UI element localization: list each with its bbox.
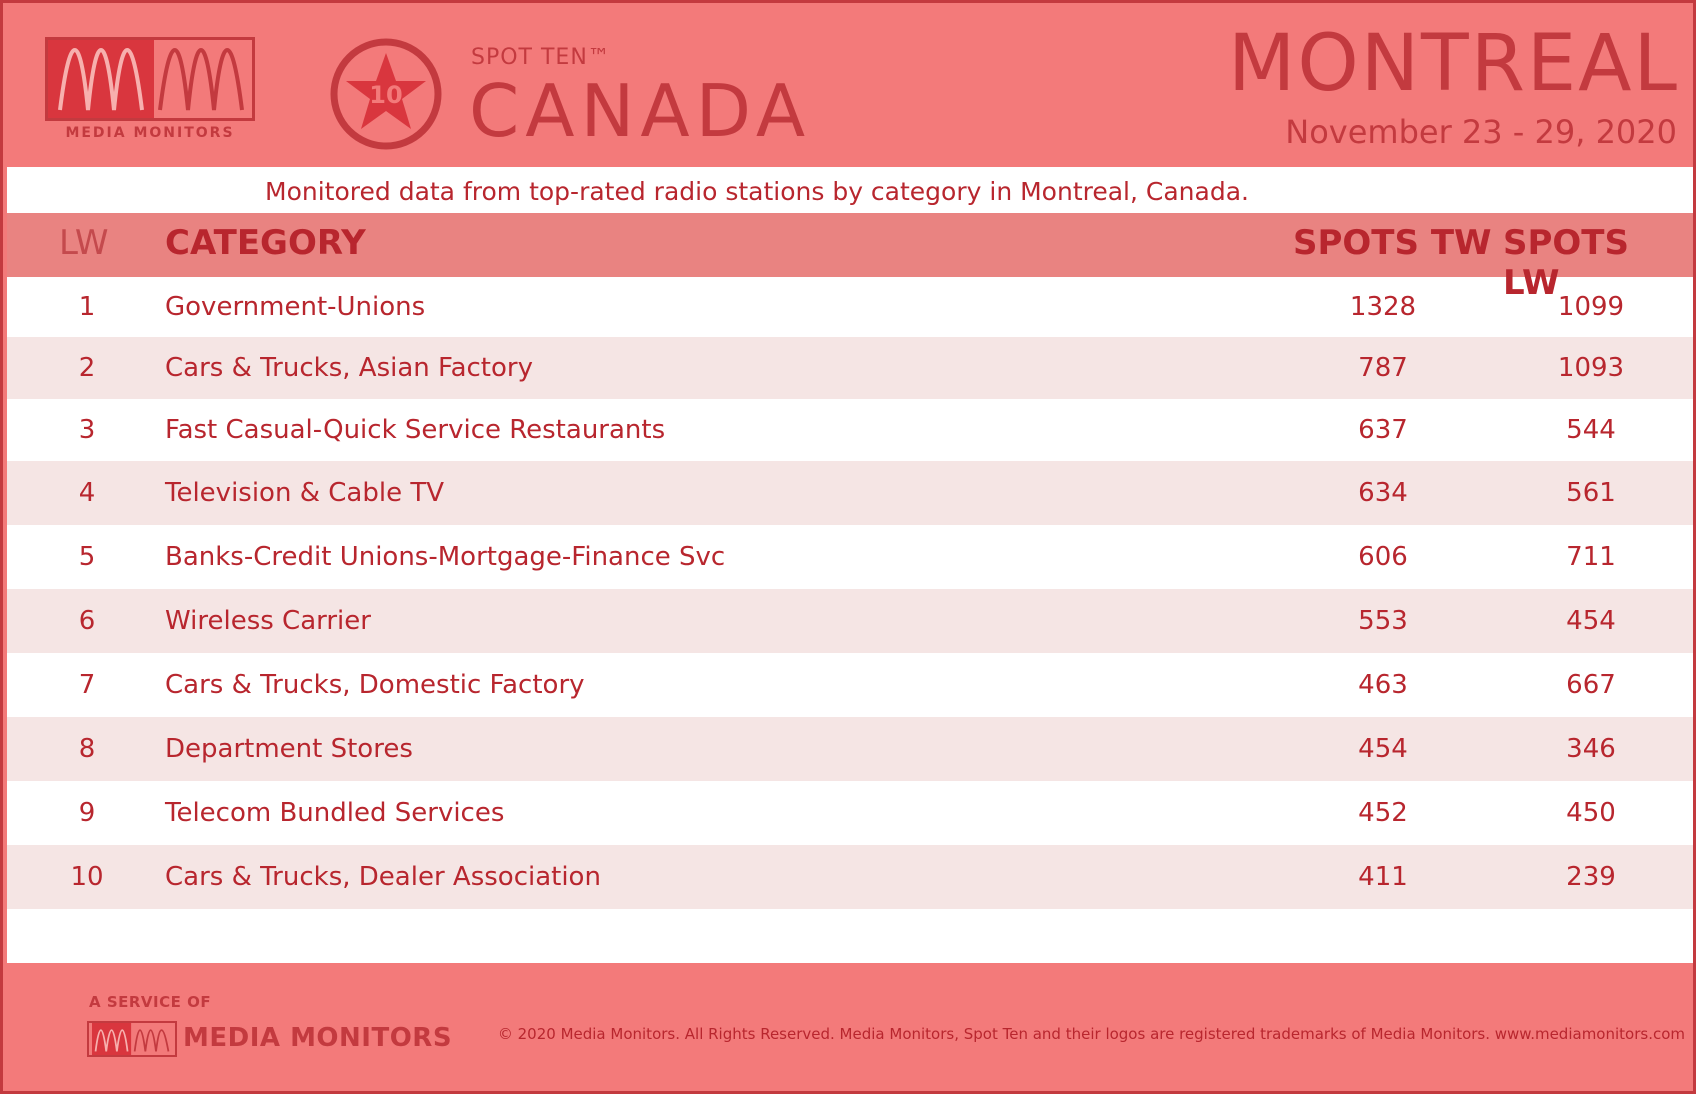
table-row: [7, 277, 1693, 337]
row-spots-lw: 1099: [1557, 292, 1625, 322]
row-rank: 1: [78, 292, 96, 322]
row-category: Government-Unions: [165, 292, 426, 322]
row-rank: 4: [78, 478, 96, 508]
row-spots-tw: 634: [1358, 478, 1408, 508]
table-row: [7, 781, 1693, 845]
table-row: [7, 461, 1693, 525]
row-spots-lw: 711: [1566, 542, 1616, 572]
row-spots-tw: 553: [1358, 606, 1408, 636]
copyright-notice: © 2020 Media Monitors. All Rights Reserved. Media Monitors, Spot Ten and their logos are registered trademarks of Media Monitors. www.mediamonitors.com: [497, 1025, 1685, 1043]
mm-logo-text: MEDIA MONITORS: [65, 125, 235, 141]
table-row: [7, 653, 1693, 717]
column-header-spots-tw: SPOTS TW: [1293, 223, 1492, 263]
row-category: Cars & Trucks, Domestic Factory: [165, 670, 585, 700]
row-spots-lw: 561: [1566, 478, 1616, 508]
row-spots-tw: 454: [1358, 734, 1408, 764]
mm-logo-box: [45, 37, 255, 121]
row-category: Television & Cable TV: [165, 478, 444, 508]
spot-ten-star-icon: [329, 37, 443, 151]
table-row: [7, 717, 1693, 781]
footer: [3, 965, 1693, 1093]
table-row: [7, 337, 1693, 399]
table-header: [7, 213, 1693, 303]
market-title: MONTREAL: [1228, 19, 1679, 109]
row-spots-tw: 1328: [1349, 292, 1417, 322]
row-category: Fast Casual-Quick Service Restaurants: [165, 415, 666, 445]
content-panel: [7, 167, 1693, 963]
row-spots-lw: 239: [1566, 862, 1616, 892]
row-rank: 10: [70, 862, 104, 892]
table-row: [7, 399, 1693, 461]
row-rank: 3: [78, 415, 96, 445]
country-title: CANADA: [469, 69, 812, 153]
row-spots-tw: 787: [1358, 353, 1408, 383]
row-category: Department Stores: [165, 734, 413, 764]
row-spots-tw: 606: [1358, 542, 1408, 572]
row-category: Banks-Credit Unions-Mortgage-Finance Svc: [165, 542, 726, 572]
service-of-label: A SERVICE OF: [89, 993, 212, 1011]
table-row: [7, 589, 1693, 653]
footer-brand: MEDIA MONITORS: [183, 1023, 453, 1053]
waveform-icon: [48, 40, 252, 118]
row-rank: 9: [78, 798, 96, 828]
subtitle: Monitored data from top-rated radio stations by category in Montreal, Canada.: [265, 177, 1249, 206]
row-spots-tw: 463: [1358, 670, 1408, 700]
column-header-lw: LW: [59, 223, 109, 263]
row-spots-tw: 411: [1358, 862, 1408, 892]
table-row: [7, 525, 1693, 589]
table-row: [7, 845, 1693, 909]
badge-number: 10: [369, 81, 403, 109]
row-spots-lw: 346: [1566, 734, 1616, 764]
row-spots-lw: 544: [1566, 415, 1616, 445]
row-spots-tw: 452: [1358, 798, 1408, 828]
row-category: Telecom Bundled Services: [165, 798, 505, 828]
date-range: November 23 - 29, 2020: [1285, 113, 1677, 151]
row-spots-tw: 637: [1358, 415, 1408, 445]
row-rank: 6: [78, 606, 96, 636]
row-rank: 5: [78, 542, 96, 572]
spot-ten-label: SPOT TEN™: [471, 45, 611, 70]
row-category: Wireless Carrier: [165, 606, 371, 636]
row-category: Cars & Trucks, Dealer Association: [165, 862, 601, 892]
header: [3, 3, 1693, 167]
footer-waveform-icon: [87, 1021, 177, 1057]
media-monitors-logo: [45, 37, 255, 145]
row-category: Cars & Trucks, Asian Factory: [165, 353, 533, 383]
table-body: [7, 277, 1693, 909]
row-rank: 7: [78, 670, 96, 700]
row-rank: 8: [78, 734, 96, 764]
row-spots-lw: 667: [1566, 670, 1616, 700]
column-header-category: CATEGORY: [165, 223, 366, 263]
row-rank: 2: [78, 353, 96, 383]
row-spots-lw: 450: [1566, 798, 1616, 828]
row-spots-lw: 1093: [1557, 353, 1625, 383]
column-header-spots-lw: SPOTS LW: [1503, 223, 1629, 303]
row-spots-lw: 454: [1566, 606, 1616, 636]
